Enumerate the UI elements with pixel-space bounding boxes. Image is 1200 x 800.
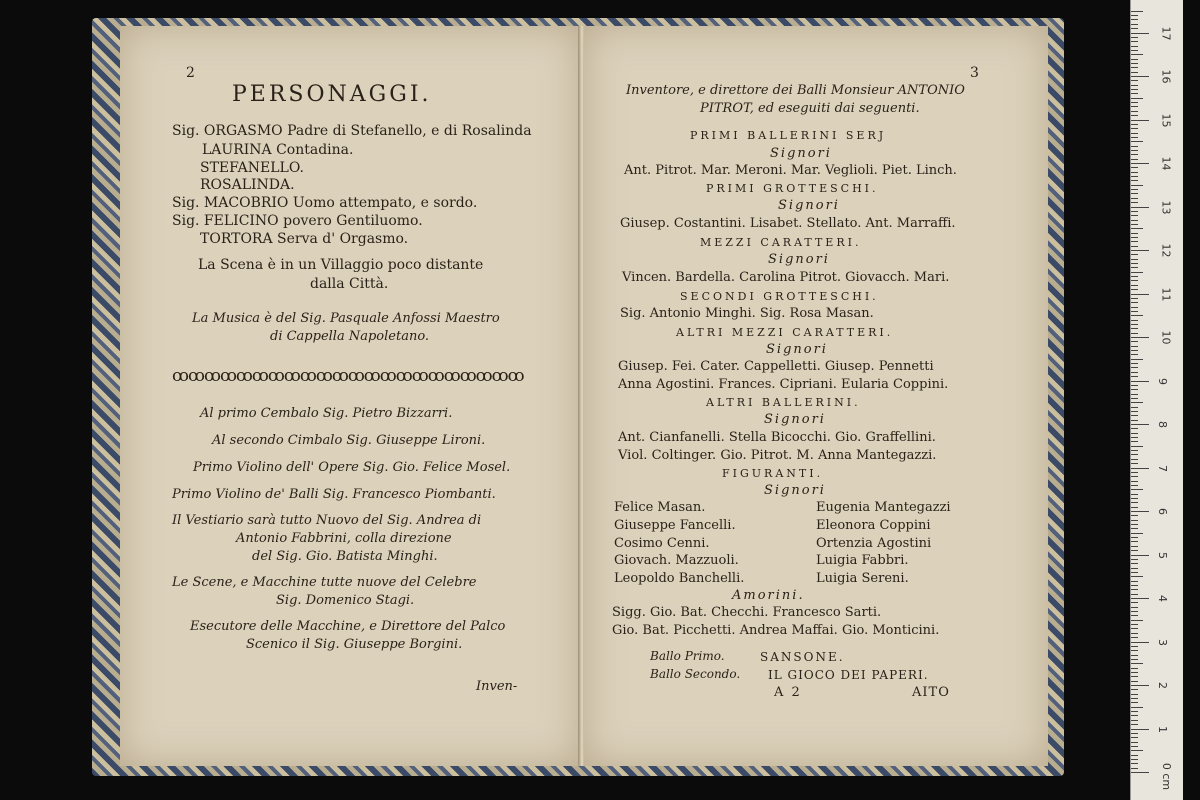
scene-line-2: dalla Città. bbox=[310, 276, 389, 292]
section-line: Ant. Pitrot. Mar. Meroni. Mar. Veglioli. Piet. Linch. bbox=[624, 163, 957, 178]
ruler-tick bbox=[1131, 215, 1138, 216]
ruler-tick bbox=[1131, 198, 1138, 199]
ruler-tick bbox=[1131, 568, 1138, 569]
figurante-left: Felice Masan. bbox=[614, 500, 706, 515]
ruler-tick bbox=[1131, 702, 1138, 703]
ruler-tick bbox=[1131, 733, 1138, 734]
ruler-tick bbox=[1131, 576, 1143, 577]
ruler-tick bbox=[1131, 120, 1149, 121]
ruler-tick bbox=[1131, 511, 1149, 512]
credit-vestiario-1: Il Vestiario sarà tutto Nuovo del Sig. Andrea di bbox=[172, 513, 482, 528]
ruler-tick bbox=[1131, 463, 1138, 464]
ruler-tick bbox=[1131, 594, 1138, 595]
ruler-tick bbox=[1131, 307, 1138, 308]
ruler-tick bbox=[1131, 185, 1143, 186]
character-felicino: Sig. FELICINO povero Gentiluomo. bbox=[172, 213, 423, 229]
signori-label: Signori bbox=[766, 342, 828, 357]
credit-esecutore-2: Scenico il Sig. Giuseppe Borgini. bbox=[246, 637, 463, 652]
ruler-tick bbox=[1131, 428, 1138, 429]
ruler-tick bbox=[1131, 611, 1138, 612]
ruler-tick bbox=[1131, 193, 1138, 194]
ruler-number: 12 bbox=[1159, 243, 1173, 258]
ruler-tick bbox=[1131, 376, 1138, 377]
ruler-tick bbox=[1131, 320, 1138, 321]
ruler-tick bbox=[1131, 146, 1138, 147]
ruler-tick bbox=[1131, 581, 1138, 582]
signori-label: Signori bbox=[770, 146, 832, 161]
right-catchword: AITO bbox=[912, 685, 950, 700]
ruler-tick bbox=[1131, 646, 1138, 647]
ruler-tick bbox=[1131, 424, 1149, 425]
ruler-tick bbox=[1131, 659, 1138, 660]
ruler-tick bbox=[1131, 689, 1138, 690]
ruler-tick bbox=[1131, 476, 1138, 477]
ballo-secondo-title: IL GIOCO DEI PAPERI. bbox=[768, 668, 929, 682]
ruler-tick bbox=[1131, 402, 1143, 403]
figurante-right: Luigia Fabbri. bbox=[816, 553, 909, 568]
ruler-tick bbox=[1131, 637, 1138, 638]
ruler-tick bbox=[1131, 324, 1138, 325]
ornament-divider: ꝏꝏꝏꝏꝏꝏꝏꝏꝏꝏꝏꝏꝏꝏꝏꝏꝏꝏꝏꝏꝏꝏ bbox=[172, 366, 524, 386]
ruler-tick bbox=[1131, 672, 1138, 673]
scene-line-1: La Scena è in un Villaggio poco distante bbox=[198, 257, 484, 273]
section-line: Vincen. Bardella. Carolina Pitrot. Giovacch. Mari. bbox=[622, 270, 950, 285]
ruler-tick bbox=[1131, 15, 1138, 16]
ruler-tick bbox=[1131, 124, 1138, 125]
ruler-tick bbox=[1131, 37, 1138, 38]
figurante-left: Giuseppe Fancelli. bbox=[614, 518, 736, 533]
section-line: Sig. Antonio Minghi. Sig. Rosa Masan. bbox=[620, 306, 874, 321]
ruler-tick bbox=[1131, 250, 1149, 251]
ruler-tick bbox=[1131, 555, 1149, 556]
ruler-tick bbox=[1131, 33, 1149, 34]
ruler-tick bbox=[1131, 63, 1138, 64]
heading-altri-ballerini: ALTRI BALLERINI. bbox=[706, 396, 861, 409]
ruler-tick bbox=[1131, 498, 1138, 499]
ruler-tick bbox=[1131, 180, 1138, 181]
ruler-number: 3 bbox=[1156, 638, 1169, 646]
ruler-tick bbox=[1131, 311, 1138, 312]
ruler-tick bbox=[1131, 85, 1138, 86]
heading-secondi-grotteschi: SECONDI GROTTESCHI. bbox=[680, 290, 879, 303]
ruler-tick bbox=[1131, 315, 1143, 316]
ruler-tick bbox=[1131, 541, 1138, 542]
left-page-number: 2 bbox=[186, 65, 195, 81]
ruler-tick bbox=[1131, 154, 1138, 155]
ruler-tick bbox=[1131, 502, 1138, 503]
ruler-tick bbox=[1131, 163, 1149, 164]
ruler-tick bbox=[1131, 607, 1138, 608]
ruler-tick bbox=[1131, 668, 1138, 669]
ruler-number: 9 bbox=[1156, 377, 1169, 385]
ruler-tick bbox=[1131, 267, 1138, 268]
section-line: Anna Agostini. Frances. Cipriani. Eularia Coppini. bbox=[618, 377, 949, 392]
ruler-tick bbox=[1131, 415, 1138, 416]
credit-primo-violino-balli: Primo Violino de' Balli Sig. Francesco Piombanti. bbox=[172, 487, 496, 502]
ruler-tick bbox=[1131, 350, 1138, 351]
ruler-tick bbox=[1131, 520, 1138, 521]
ruler-tick bbox=[1131, 585, 1138, 586]
character-macobrio: Sig. MACOBRIO Uomo attempato, e sordo. bbox=[172, 195, 478, 211]
ruler-tick bbox=[1131, 537, 1138, 538]
ruler-tick bbox=[1131, 528, 1138, 529]
ruler-tick bbox=[1131, 655, 1138, 656]
ruler-number: 11 bbox=[1159, 287, 1173, 301]
ruler-tick bbox=[1131, 294, 1149, 295]
ruler-tick bbox=[1131, 707, 1143, 708]
ruler-tick bbox=[1131, 280, 1138, 281]
ruler-tick bbox=[1131, 398, 1138, 399]
ruler-tick bbox=[1131, 433, 1138, 434]
ruler-tick bbox=[1131, 624, 1138, 625]
ruler-tick bbox=[1131, 363, 1138, 364]
ruler-tick bbox=[1131, 111, 1138, 112]
ruler-tick bbox=[1131, 367, 1138, 368]
section-line: Giusep. Costantini. Lisabet. Stellato. Ant. Marraffi. bbox=[620, 216, 956, 231]
ruler-tick bbox=[1131, 468, 1149, 469]
ruler-tick bbox=[1131, 642, 1149, 643]
ruler-number: 15 bbox=[1159, 113, 1173, 127]
ruler-tick bbox=[1131, 202, 1138, 203]
ruler-tick bbox=[1131, 224, 1138, 225]
intro-line-2: PITROT, ed eseguiti dai seguenti. bbox=[700, 101, 920, 116]
ruler-tick bbox=[1131, 24, 1138, 25]
ruler-tick bbox=[1131, 220, 1138, 221]
ruler-number: 2 bbox=[1156, 682, 1169, 689]
ruler-tick bbox=[1131, 298, 1138, 299]
ballo-primo-title: SANSONE. bbox=[760, 650, 845, 664]
figurante-right: Luigia Sereni. bbox=[816, 571, 909, 586]
ruler-tick bbox=[1131, 494, 1138, 495]
ruler-tick bbox=[1131, 533, 1143, 534]
ruler-tick bbox=[1131, 633, 1138, 634]
ruler-number: 6 bbox=[1156, 508, 1169, 515]
ruler-tick bbox=[1131, 54, 1143, 55]
ruler-tick bbox=[1131, 89, 1138, 90]
ruler-tick bbox=[1131, 694, 1138, 695]
figurante-left: Cosimo Cenni. bbox=[614, 536, 710, 551]
ruler-tick bbox=[1131, 19, 1138, 20]
figurante-right: Eleonora Coppini bbox=[816, 518, 931, 533]
ruler-tick bbox=[1131, 211, 1138, 212]
ruler-tick bbox=[1131, 341, 1138, 342]
signori-label: Signori bbox=[768, 252, 830, 267]
ruler-tick bbox=[1131, 737, 1138, 738]
ruler-tick bbox=[1131, 685, 1149, 686]
ruler-tick bbox=[1131, 167, 1138, 168]
credit-esecutore-1: Esecutore delle Macchine, e Direttore del Palco bbox=[190, 619, 506, 634]
ruler-tick bbox=[1131, 115, 1138, 116]
ruler-tick bbox=[1131, 98, 1143, 99]
ruler-tick bbox=[1131, 372, 1138, 373]
ruler-tick bbox=[1131, 328, 1138, 329]
ruler-number: 1 bbox=[1156, 725, 1169, 733]
character-orgasmo: Sig. ORGASMO Padre di Stefanello, e di Rosalinda bbox=[172, 123, 532, 139]
ruler-tick bbox=[1131, 389, 1138, 390]
ruler-tick bbox=[1131, 768, 1138, 769]
ruler-tick bbox=[1131, 559, 1138, 560]
ruler-tick bbox=[1131, 76, 1149, 77]
ruler-tick bbox=[1131, 189, 1138, 190]
ruler-number: 10 bbox=[1159, 330, 1173, 345]
ruler-tick bbox=[1131, 507, 1138, 508]
ruler-tick bbox=[1131, 711, 1138, 712]
ruler-tick bbox=[1131, 272, 1143, 273]
ruler-tick bbox=[1131, 446, 1143, 447]
ruler-tick bbox=[1131, 472, 1138, 473]
ruler-tick bbox=[1131, 93, 1138, 94]
ruler-tick bbox=[1131, 441, 1138, 442]
ruler-tick bbox=[1131, 354, 1138, 355]
ruler-tick bbox=[1131, 228, 1143, 229]
ruler-tick bbox=[1131, 337, 1149, 338]
ruler-tick bbox=[1131, 46, 1138, 47]
ruler-tick bbox=[1131, 650, 1138, 651]
ruler-tick bbox=[1131, 459, 1138, 460]
ruler-tick bbox=[1131, 750, 1143, 751]
ruler-tick bbox=[1131, 11, 1143, 12]
credit-scene-2: Sig. Domenico Stagi. bbox=[276, 593, 415, 608]
ruler-number: 8 bbox=[1156, 421, 1169, 428]
ruler-tick bbox=[1131, 681, 1138, 682]
ruler-tick bbox=[1131, 80, 1138, 81]
ruler-tick bbox=[1131, 411, 1138, 412]
ruler-tick bbox=[1131, 724, 1138, 725]
ruler-tick bbox=[1131, 359, 1143, 360]
music-line-2: di Cappella Napoletano. bbox=[270, 329, 430, 344]
measurement-ruler bbox=[1130, 0, 1183, 800]
ruler-tick bbox=[1131, 128, 1138, 129]
credit-vestiario-2: Antonio Fabbrini, colla direzione bbox=[236, 531, 452, 546]
amorini-line: Gio. Bat. Picchetti. Andrea Maffai. Gio. Monticini. bbox=[612, 623, 940, 638]
ruler-tick bbox=[1131, 515, 1138, 516]
ruler-tick bbox=[1131, 598, 1149, 599]
ruler-tick bbox=[1131, 772, 1149, 773]
heading-primi-grotteschi: PRIMI GROTTESCHI. bbox=[706, 182, 879, 195]
ruler-tick bbox=[1131, 159, 1138, 160]
ruler-tick bbox=[1131, 589, 1138, 590]
ruler-tick bbox=[1131, 729, 1149, 730]
ruler-tick bbox=[1131, 102, 1138, 103]
ruler-tick bbox=[1131, 450, 1138, 451]
ruler-tick bbox=[1131, 489, 1143, 490]
ruler-tick bbox=[1131, 742, 1138, 743]
ruler-tick bbox=[1131, 720, 1138, 721]
ruler-unit-label: 0 cm bbox=[1160, 762, 1174, 791]
ruler-tick bbox=[1131, 550, 1138, 551]
ruler-tick bbox=[1131, 481, 1138, 482]
ruler-tick bbox=[1131, 663, 1143, 664]
ruler-tick bbox=[1131, 106, 1138, 107]
ruler-tick bbox=[1131, 572, 1138, 573]
ruler-tick bbox=[1131, 381, 1149, 382]
ruler-tick bbox=[1131, 759, 1138, 760]
ruler-tick bbox=[1131, 285, 1138, 286]
ruler-number: 7 bbox=[1156, 464, 1169, 472]
intro-line-1: Inventore, e direttore dei Balli Monsieur ANTONIO bbox=[626, 83, 965, 98]
figurante-left: Giovach. Mazzuoli. bbox=[614, 553, 739, 568]
section-line: Giusep. Fei. Cater. Cappelletti. Giusep. Pennetti bbox=[618, 359, 934, 374]
amorini-heading: Amorini. bbox=[732, 588, 805, 603]
ruler-tick bbox=[1131, 150, 1138, 151]
ruler-number: 17 bbox=[1159, 26, 1173, 40]
figurante-right: Eugenia Mantegazzi bbox=[816, 500, 951, 515]
left-catchword: Inven- bbox=[476, 679, 518, 694]
ruler-tick bbox=[1131, 346, 1138, 347]
ruler-tick bbox=[1131, 394, 1138, 395]
ruler-tick bbox=[1131, 454, 1138, 455]
ruler-tick bbox=[1131, 241, 1138, 242]
ruler-tick bbox=[1131, 263, 1138, 264]
music-line-1: La Musica è del Sig. Pasquale Anfossi Maestro bbox=[192, 311, 500, 326]
ruler-tick bbox=[1131, 524, 1138, 525]
figurante-left: Leopoldo Banchelli. bbox=[614, 571, 745, 586]
character-tortora: TORTORA Serva d' Orgasmo. bbox=[200, 231, 409, 247]
signori-label: Signori bbox=[764, 483, 826, 498]
ballo-primo-label: Ballo Primo. bbox=[650, 649, 725, 663]
ruler-tick bbox=[1131, 755, 1138, 756]
ruler-tick bbox=[1131, 237, 1138, 238]
character-laurina: LAURINA Contadina. bbox=[202, 142, 354, 158]
ruler-tick bbox=[1131, 176, 1138, 177]
ruler-number: 16 bbox=[1159, 69, 1173, 84]
ruler-tick bbox=[1131, 615, 1138, 616]
ruler-tick bbox=[1131, 289, 1138, 290]
ruler-tick bbox=[1131, 67, 1138, 68]
character-rosalinda: ROSALINDA. bbox=[200, 177, 295, 193]
character-stefanello: STEFANELLO. bbox=[200, 160, 304, 176]
heading-altri-mezzi-caratteri: ALTRI MEZZI CARATTERI. bbox=[676, 326, 894, 339]
ruler-tick bbox=[1131, 72, 1138, 73]
section-line: Viol. Coltinger. Gio. Pitrot. M. Anna Mantegazzi. bbox=[618, 448, 937, 463]
right-page-number: 3 bbox=[970, 65, 979, 81]
credit-vestiario-3: del Sig. Gio. Batista Minghi. bbox=[252, 549, 438, 564]
ruler-number: 14 bbox=[1159, 156, 1173, 171]
ruler-tick bbox=[1131, 333, 1138, 334]
ruler-tick bbox=[1131, 385, 1138, 386]
ruler-number: 13 bbox=[1159, 200, 1173, 214]
ruler-tick bbox=[1131, 763, 1138, 764]
ruler-tick bbox=[1131, 746, 1138, 747]
ruler-tick bbox=[1131, 133, 1138, 134]
ruler-tick bbox=[1131, 485, 1138, 486]
credit-scene-1: Le Scene, e Macchine tutte nuove del Celebre bbox=[172, 575, 477, 590]
heading-figuranti: FIGURANTI. bbox=[722, 467, 824, 480]
ruler-tick bbox=[1131, 233, 1138, 234]
ruler-tick bbox=[1131, 698, 1138, 699]
heading-mezzi-caratteri: MEZZI CARATTERI. bbox=[700, 236, 862, 249]
ruler-tick bbox=[1131, 620, 1143, 621]
ruler-tick bbox=[1131, 437, 1138, 438]
credit-secondo-cimbalo: Al secondo Cimbalo Sig. Giuseppe Lironi. bbox=[212, 433, 486, 448]
ruler-tick bbox=[1131, 546, 1138, 547]
credit-primo-violino-opere: Primo Violino dell' Opere Sig. Gio. Felice Mosel. bbox=[193, 460, 511, 475]
amorini-line: Sigg. Gio. Bat. Checchi. Francesco Sarti. bbox=[612, 605, 882, 620]
ruler-number: 4 bbox=[1156, 595, 1169, 602]
signature-mark: A 2 bbox=[774, 685, 802, 700]
ruler-tick bbox=[1131, 602, 1138, 603]
ruler-tick bbox=[1131, 50, 1138, 51]
ruler-tick bbox=[1131, 676, 1138, 677]
ruler-tick bbox=[1131, 628, 1138, 629]
ruler-tick bbox=[1131, 246, 1138, 247]
ruler-tick bbox=[1131, 715, 1138, 716]
ruler-tick bbox=[1131, 276, 1138, 277]
section-line: Ant. Cianfanelli. Stella Bicocchi. Gio. Graffellini. bbox=[618, 430, 936, 445]
ruler-number: 5 bbox=[1156, 551, 1169, 559]
ballo-secondo-label: Ballo Secondo. bbox=[650, 667, 741, 681]
ruler-tick bbox=[1131, 563, 1138, 564]
ruler-tick bbox=[1131, 137, 1138, 138]
ruler-tick bbox=[1131, 28, 1138, 29]
ruler-tick bbox=[1131, 254, 1138, 255]
ruler-tick bbox=[1131, 302, 1138, 303]
ruler-tick bbox=[1131, 407, 1138, 408]
ruler-tick bbox=[1131, 420, 1138, 421]
ruler-tick bbox=[1131, 207, 1149, 208]
page-title: PERSONAGGI. bbox=[232, 82, 432, 107]
ruler-tick bbox=[1131, 259, 1138, 260]
signori-label: Signori bbox=[764, 412, 826, 427]
ruler-tick bbox=[1131, 59, 1138, 60]
ruler-tick bbox=[1131, 141, 1143, 142]
heading-primi-ballerini: PRIMI BALLERINI SERJ bbox=[690, 129, 887, 142]
ruler-tick bbox=[1131, 41, 1138, 42]
credit-primo-cembalo: Al primo Cembalo Sig. Pietro Bizzarri. bbox=[200, 406, 453, 421]
signori-label: Signori bbox=[778, 198, 840, 213]
ruler-tick bbox=[1131, 172, 1138, 173]
figurante-right: Ortenzia Agostini bbox=[816, 536, 932, 551]
